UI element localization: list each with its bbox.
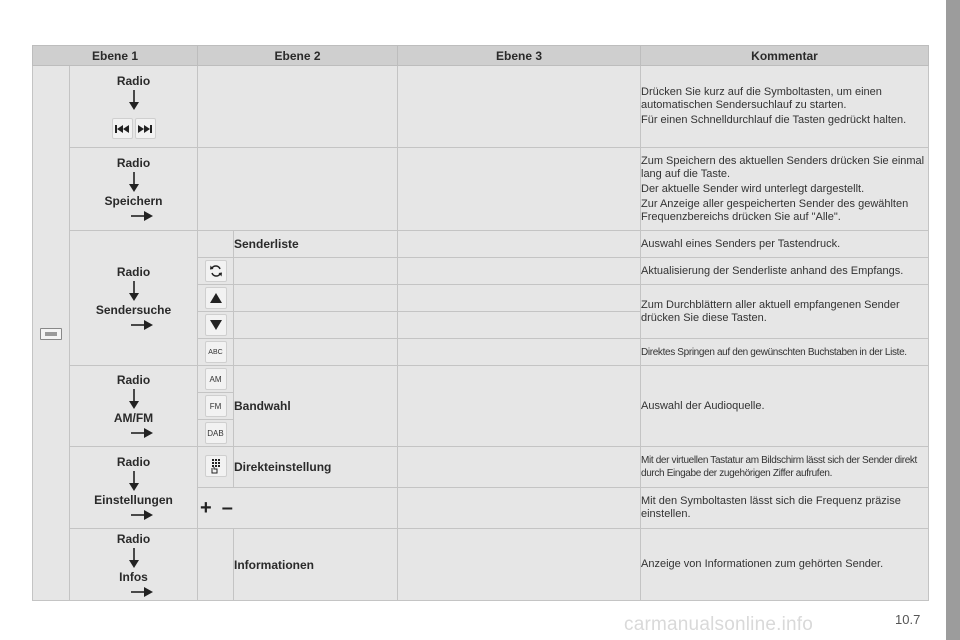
comment-text: Mit der virtuellen Tastatur am Bildschirm lässt sich der Sender direkt durch Eingabe der zugehörigen Ziffer aufrufen. [641,455,917,479]
level3-empty [398,231,641,258]
comment-station-list: Auswahl eines Senders per Tastendruck. [641,231,929,258]
level3-empty [398,285,641,312]
header-row [33,46,929,66]
level3-empty [398,66,641,148]
nav-label: Speichern [104,194,163,208]
nav-label: Radio [116,74,151,88]
comment-scroll: Zum Durchblättern aller aktuell empfangenen Sender drücken Sie diese Tasten. [641,285,929,339]
level3-empty [398,148,641,231]
comment-information: Anzeige von Informationen zum gehörten Sender. [641,529,929,601]
nav-label: Sendersuche [95,303,172,317]
page-edge-bar [946,0,960,640]
arrow-right-icon [131,427,153,439]
icon-cell [198,393,234,420]
watermark: carmanualsonline.info [624,614,814,635]
level1-radio-search [70,231,198,366]
level2-empty [198,148,398,231]
nav-label: Einstellungen [94,492,173,507]
source-icon-cell [33,66,70,601]
fm-button[interactable]: FM [205,395,227,417]
icon-empty [198,529,234,601]
table-row [33,529,929,601]
level3-empty [398,339,641,366]
arrow-up-icon[interactable] [205,287,227,309]
nav-label: Radio [116,265,151,279]
level1-radio-settings [70,447,198,529]
header-comment: Kommentar [641,46,929,66]
arrow-right-icon [131,210,153,222]
level1-radio-band [70,366,198,447]
arrow-right-icon [131,586,153,598]
radio-source-icon [40,328,62,340]
nav-label: Radio [116,531,151,546]
am-button[interactable]: AM [205,368,227,390]
level2-empty [198,66,398,148]
menu-table [32,45,929,601]
level3-empty [398,366,641,447]
arrow-down-icon[interactable] [205,314,227,336]
icon-cell [198,488,398,529]
level2-information: Informationen [234,529,398,601]
level2-band-select: Bandwahl [234,366,398,447]
icon-cell [198,312,234,339]
icon-empty [198,231,234,258]
refresh-icon[interactable] [205,260,227,282]
comment-text: Zum Speichern des aktuellen Senders drücken Sie einmal lang auf die Taste. [641,154,925,180]
comment-plus-minus: Mit den Symboltasten lässt sich die Frequenz präzise einstellen. [641,488,929,529]
comment-store [641,148,929,231]
arrow-right-icon [131,319,153,331]
nav-label: AM/FM [113,411,154,425]
icon-cell [198,285,234,312]
icon-cell [198,366,234,393]
header-level1: Ebene 1 [33,46,198,66]
seek-back-icon[interactable] [112,118,133,139]
level2-empty [234,312,398,339]
level1-radio-seek [70,66,198,148]
icon-cell [198,420,234,447]
table-row [33,148,929,231]
level2-empty [234,285,398,312]
comment-text: Direktes Springen auf den gewünschten Buchstaben in der Liste. [641,346,907,358]
level1-radio-infos [70,529,198,601]
header-level3: Ebene 3 [398,46,641,66]
level3-empty [398,488,641,529]
arrow-down-icon [128,548,140,568]
arrow-down-icon [128,90,140,110]
level2-empty [234,258,398,285]
nav-label: Radio [116,373,151,387]
arrow-right-icon [131,509,153,521]
header-level2: Ebene 2 [198,46,398,66]
nav-label: Infos [119,569,148,584]
icon-cell [198,339,234,366]
comment-text: Drücken Sie kurz auf die Symboltasten, um einen automatischen Sendersuchlauf zu starten. [641,86,882,111]
table-row [33,366,929,393]
nav-label: Radio [116,156,151,170]
abc-icon-label: ABC [208,348,223,356]
level2-direct-tuning: Direkteinstellung [234,447,398,488]
comment-refresh: Aktualisierung der Senderliste anhand des Empfangs. [641,258,929,285]
dab-button[interactable]: DAB [205,422,227,444]
level3-empty [398,529,641,601]
comment-text: Für einen Schnelldurchlauf die Tasten gedrückt halten. [641,114,907,126]
seek-forward-icon[interactable] [135,118,156,139]
plus-button[interactable]: + [200,496,212,519]
level2-empty [234,339,398,366]
nav-label: Radio [116,454,151,469]
comment-text: Zur Anzeige aller gespeicherten Sender des gewählten Frequenzbereichs drücken Sie auf "Alle". [641,197,909,223]
comment-text: Der aktuelle Sender wird unterlegt dargestellt. [641,182,865,195]
comment-direct-tuning [641,447,929,488]
icon-cell [198,447,234,488]
comment-band: Auswahl der Audioquelle. [641,366,929,447]
table-row [33,447,929,488]
arrow-down-icon [128,471,140,491]
level3-empty [398,312,641,339]
table-row [33,66,929,148]
minus-button[interactable]: – [221,496,233,519]
comment-seek [641,66,929,148]
abc-icon[interactable] [205,341,227,363]
page-number: 10.7 [895,612,921,627]
arrow-down-icon [128,281,140,301]
table-row [33,231,929,258]
level3-empty [398,447,641,488]
level3-empty [398,258,641,285]
level1-radio-store [70,148,198,231]
icon-cell [198,258,234,285]
arrow-down-icon [128,389,140,409]
arrow-down-icon [128,172,140,192]
keypad-icon[interactable] [205,455,227,477]
level2-station-list: Senderliste [234,231,398,258]
comment-abc [641,339,929,366]
